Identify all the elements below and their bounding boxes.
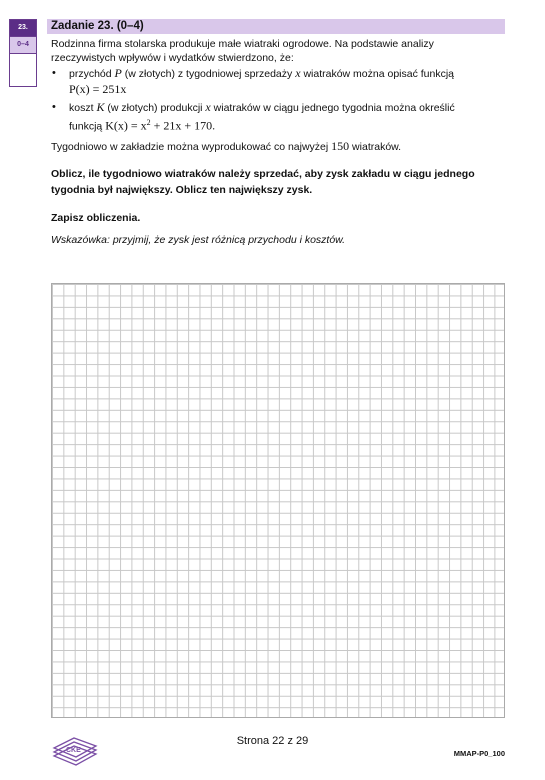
bullet-dot-icon: • (52, 67, 56, 79)
capacity-text: Tygodniowo w zakładzie można wyprodukować co najwyżej 150 wiatraków. (51, 139, 402, 153)
task-points: 0–4 (10, 36, 36, 54)
page-number: Strona 22 z 29 (236, 735, 309, 747)
bullet-2-text: koszt K (w złotych) produkcji x wiatraków w ciągu jednego tygodnia można określić (69, 100, 455, 114)
intro-line-2: rzeczywistych wpływów i wydatków stwierdzono, że: (51, 52, 294, 64)
hint-text: Wskazówka: przyjmij, że zysk jest różnicą przychodu i kosztów. (51, 234, 346, 246)
intro-line-1: Rodzinna firma stolarska produkuje małe wiatraki ogrodowe. Na podstawie analizy (51, 38, 434, 50)
question-line-1: Oblicz, ile tygodniowo wiatraków należy sprzedać, aby zysk zakładu w ciągu jednego (51, 168, 475, 180)
bullet-dot-icon: • (52, 101, 56, 113)
exam-code: MMAP-P0_100 (453, 749, 505, 758)
task-title: Zadanie 23. (0–4) (51, 20, 144, 32)
question-line-2: tygodnia był największy. Oblicz ten największy zysk. (51, 184, 313, 196)
bullet-1-formula: P(x) = 251x (69, 82, 127, 96)
bullet-2-formula: funkcją $K(x) = x^2 + 21x + 170$. (69, 118, 216, 133)
logo-text: CKE (66, 747, 81, 754)
instruction-text: Zapisz obliczenia. (51, 212, 141, 224)
task-number-box (9, 19, 37, 87)
answer-grid[interactable] (51, 283, 505, 718)
task-number: 23. (10, 20, 36, 36)
bullet-1-text: przychód P (w złotych) z tygodniowej sprzedaży x wiatraków można opisać funkcją (69, 66, 455, 80)
